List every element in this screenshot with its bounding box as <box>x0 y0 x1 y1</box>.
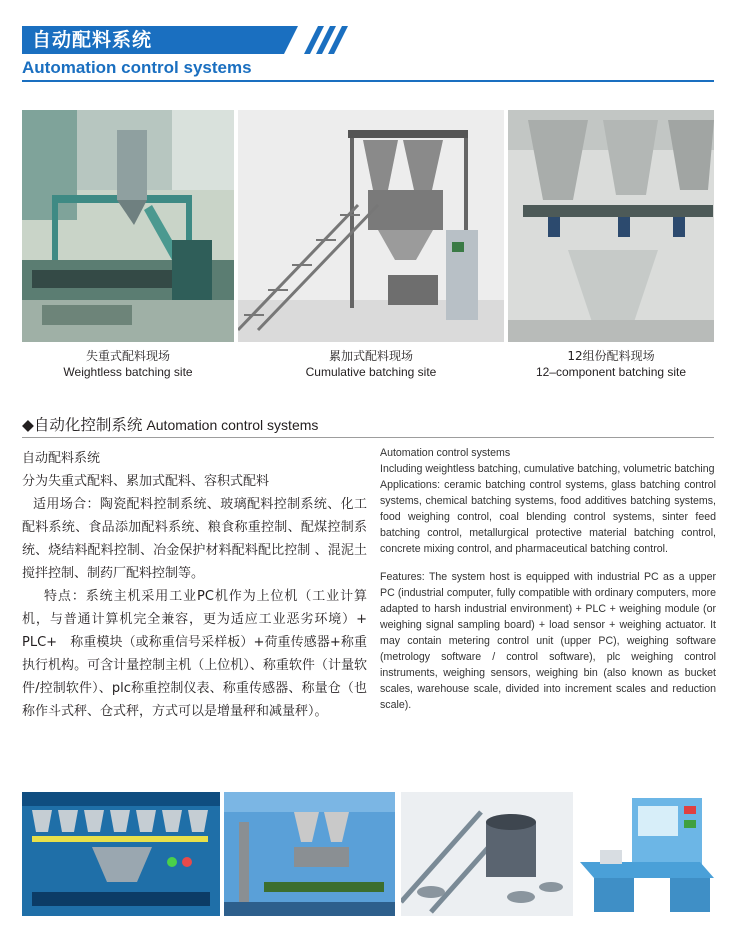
photo-12-component-batching-site <box>508 110 714 342</box>
en-paragraph: Features: The system host is equipped with industrial PC as a upper PC (industrial computer, fully compatible with ordinary computers, more adapted to harsh industrial environment) + PLC + weighing module (or weighing signal sampling board) + load sensor + weighing actuator. It may contain metering control unit (upper PC), weighing software (metrology software / control software), plc weighing control instruments, weighing sensors, weighing bin (also known as bucket scales, warehouse scale, divided into increment scales and reduction scale). <box>380 571 716 711</box>
caption-12-component <box>508 348 714 380</box>
cn-paragraph: 分为失重式配料、累加式配料、容积式配料 <box>22 474 270 489</box>
image-control-console <box>580 792 714 916</box>
section-rule <box>22 437 714 438</box>
chinese-description <box>22 447 367 723</box>
header-rule <box>22 80 714 82</box>
page-title-en: Automation control systems <box>22 58 252 77</box>
image-batching-system-schematic <box>224 792 395 916</box>
section-heading <box>22 413 318 435</box>
english-description <box>380 445 716 713</box>
caption-en: Cumulative batching site <box>305 365 437 379</box>
en-paragraph: Automation control systems <box>380 447 511 459</box>
image-scada-batching-screen <box>22 792 220 916</box>
section-title-cn: 自动化控制系统 <box>33 416 143 434</box>
section-title-en: Automation control systems <box>146 417 319 433</box>
cn-paragraph: 特点：系统主机采用工业PC机作为上位机（工业计算机，与普通计算机完全兼容，更为适应工业恶劣环境）+ PLC+ 称重模块（或称重信号采样板）+荷重传感器+称重执行机构。可含计量控制主机（上位机）、称重软件（计量软件/控制软件）、plc称重控制仪表、称重传感器、称量仓（也称作斗式秤、仓式秤，方式可以是增量秤和减量秤）。 <box>22 589 367 719</box>
cn-paragraph: 自动配料系统 <box>22 451 101 466</box>
en-paragraph: Applications: ceramic batching control systems, glass batching control systems, chemical batching systems, food additives batching systems, food weighing control, coal blending control systems, sinter feed batching control, metallurgical protective material batching control, concrete mixing control, and pharmaceutical batching control. <box>380 479 716 555</box>
caption-cn: 12组份配料现场 <box>567 349 655 363</box>
photo-weightless-batching-site <box>22 110 234 342</box>
image-3d-batching-model <box>401 792 573 916</box>
page-title-cn: 自动配料系统 <box>32 29 153 51</box>
diamond-bullet-icon: ◆ <box>22 416 34 434</box>
header-slash-decoration <box>284 26 354 54</box>
caption-en: 12–component batching site <box>535 365 687 379</box>
caption-weightless <box>22 348 234 380</box>
caption-en: Weightless batching site <box>63 365 193 379</box>
cn-paragraph: 适用场合：陶瓷配料控制系统、玻璃配料控制系统、化工配料系统、食品添加配料系统、粮食称重控制、配煤控制系统、烧结料配料控制、冶金保护材料配料配比控制 、混泥土搅拌控制、制药厂配料控制等。 <box>22 497 367 581</box>
paragraph-gap <box>380 557 716 569</box>
caption-cn: 累加式配料现场 <box>328 349 413 363</box>
en-paragraph: Including weightless batching, cumulative batching, volumetric batching <box>380 463 715 475</box>
caption-cumulative <box>238 348 504 380</box>
caption-cn: 失重式配料现场 <box>85 349 170 363</box>
photo-cumulative-batching-site <box>238 110 504 342</box>
